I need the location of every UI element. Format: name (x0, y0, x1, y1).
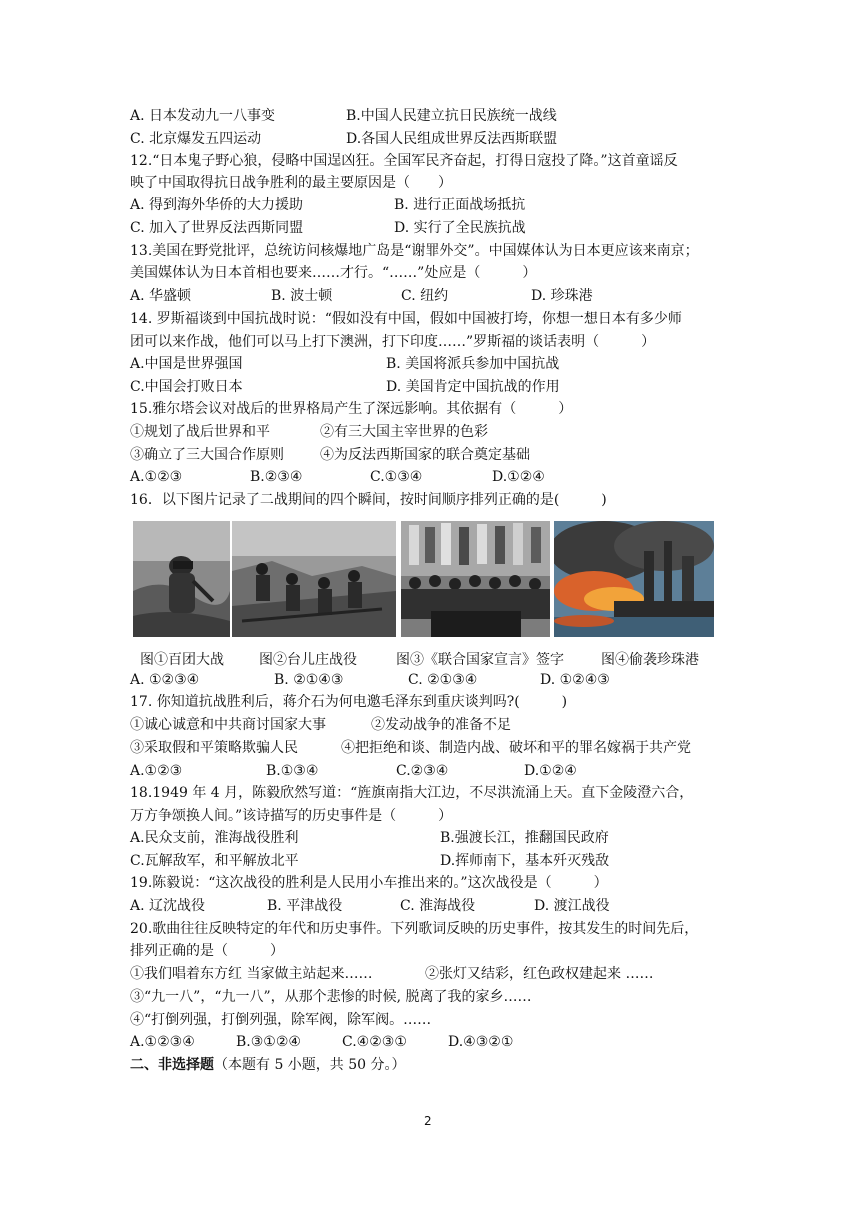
q16-option-b: B. ②①④③ (274, 672, 344, 688)
q14-option-d: D. 美国肯定中国抗战的作用 (386, 379, 560, 395)
q16-option-c: C. ②①③④ (408, 672, 478, 688)
section-heading (130, 1056, 406, 1074)
q17-option-b: B.①③④ (266, 763, 319, 779)
q13-option-b: B. 波士顿 (271, 288, 333, 304)
q18-option-c: C.瓦解敌军，和平解放北平 (130, 853, 299, 869)
q17-item-3: ③采取假和平策略欺骗人民 (130, 740, 298, 756)
q12-option-d: D. 实行了全民族抗战 (394, 220, 526, 236)
q20-option-a: A.①②③④ (130, 1034, 195, 1050)
q17-option-a: A.①②③ (130, 763, 183, 779)
q19-option-b: B. 平津战役 (267, 898, 343, 914)
q16-option-a: A. ①②③④ (130, 672, 200, 688)
q18-option-d: D.挥师南下，基本歼灭残敌 (440, 853, 610, 869)
q12-option-a: A. 得到海外华侨的大力援助 (130, 197, 304, 213)
q20-item-4: ④“打倒列强，打倒列强，除军阀，除军阀。…… (130, 1012, 432, 1028)
caption-photo-3: 图③《联合国家宣言》签字 (396, 652, 564, 668)
q19-option-c: C. 淮海战役 (400, 898, 476, 914)
q13-stem-line2: 美国媒体认为日本首相也要来……才行。“……”处应是（ ） (130, 265, 537, 281)
q13-stem-line1: 13.美国在野党批评，总统访问核爆地广岛是“谢罪外交”。中国媒体认为日本更应该来南京； (130, 243, 699, 259)
q12-stem-line1: 12.“日本鬼子野心狼，侵略中国逞凶狂。全国军民齐奋起，打得日寇投了降。”这首童谣反 (130, 153, 678, 169)
q19-option-d: D. 渡江战役 (534, 898, 610, 914)
q17-item-4: ④把拒绝和谈、制造内战、破坏和平的罪名嫁祸于共产党 (341, 740, 691, 756)
q18-stem-line2: 万方争颂换人间。”该诗描写的历史事件是（ ） (130, 808, 453, 824)
q15-option-d: D.①②④ (492, 469, 545, 485)
q20-item-1: ①我们唱着东方红 当家做主站起来…… (130, 966, 373, 982)
q20-stem-line2: 排列正确的是（ ） (130, 943, 284, 959)
q15-item-3: ③确立了三大国合作原则 (130, 447, 284, 463)
page-number: 2 (424, 1114, 432, 1128)
q20-option-c: C.④②③① (342, 1034, 407, 1050)
q17-item-1: ①诚心诚意和中共商讨国家大事 (130, 717, 326, 733)
q13-option-c: C. 纽约 (401, 288, 449, 304)
q11-option-c: C. 北京爆发五四运动 (130, 131, 262, 147)
caption-photo-2: 图②台儿庄战役 (259, 652, 357, 668)
photo-hundred-regiments (133, 521, 230, 637)
q11-option-a: A. 日本发动九一八事变 (130, 108, 276, 124)
q20-item-2: ②张灯又结彩，红色政权建起来 …… (425, 966, 654, 982)
caption-photo-4: 图④偷袭珍珠港 (601, 652, 699, 668)
q16-option-d: D. ①②④③ (540, 672, 610, 688)
q14-option-c: C.中国会打败日本 (130, 379, 243, 395)
q20-item-3: ③“九一八”，“九一八”，从那个悲惨的时候, 脱离了我的家乡…… (130, 989, 532, 1005)
q17-item-2: ②发动战争的准备不足 (371, 717, 511, 733)
q20-stem-line1: 20.歌曲往往反映特定的年代和历史事件。下列歌词反映的历史事件，按其发生的时间先后， (130, 921, 699, 937)
photo-taierzhuang (232, 521, 396, 637)
q15-option-c: C.①③④ (370, 469, 423, 485)
section-title: 二、非选择题 (130, 1057, 214, 1073)
q15-stem: 15.雅尔塔会议对战后的世界格局产生了深远影响。其依据有（ ） (130, 401, 573, 417)
q15-item-2: ②有三大国主宰世界的色彩 (320, 424, 488, 440)
q11-option-d: D.各国人民组成世界反法西斯联盟 (346, 131, 558, 147)
q18-option-b: B.强渡长江，推翻国民政府 (440, 830, 609, 846)
q14-stem-line1: 14. 罗斯福谈到中国抗战时说：“假如没有中国，假如中国被打垮，你想一想日本有多少师 (130, 311, 682, 327)
q12-option-b: B. 进行正面战场抵抗 (394, 197, 526, 213)
photo-pearl-harbor (554, 521, 714, 637)
q15-item-4: ④为反法西斯国家的联合奠定基础 (320, 447, 530, 463)
q14-option-a: A.中国是世界强国 (130, 356, 243, 372)
q17-stem: 17. 你知道抗战胜利后，蒋介石为何电邀毛泽东到重庆谈判吗?( ) (130, 694, 568, 710)
q17-option-d: D.①②④ (524, 763, 577, 779)
q14-stem-line2: 团可以来作战，他们可以马上打下澳洲，打下印度……”罗斯福的谈话表明（ ） (130, 334, 656, 350)
q19-stem: 19.陈毅说：“这次战役的胜利是人民用小车推出来的。”这次战役是（ ） (130, 875, 608, 891)
q13-option-d: D. 珍珠港 (531, 288, 593, 304)
q18-option-a: A.民众支前，淮海战役胜利 (130, 830, 299, 846)
caption-photo-1: 图①百团大战 (140, 652, 224, 668)
q12-stem-line2: 映了中国取得抗日战争胜利的最主要原因是（ ） (130, 175, 452, 191)
photo-un-declaration (401, 521, 550, 637)
section-note: （本题有 5 小题，共 50 分。） (214, 1057, 406, 1073)
q18-stem-line1: 18.1949 年 4 月，陈毅欣然写道：“旌旗南指大江边，不尽洪流涌上天。直下金陵澄六合， (130, 785, 694, 801)
q20-option-d: D.④③②① (448, 1034, 514, 1050)
q20-option-b: B.③①②④ (236, 1034, 301, 1050)
q12-option-c: C. 加入了世界反法西斯同盟 (130, 220, 304, 236)
q15-option-a: A.①②③ (130, 469, 183, 485)
q15-option-b: B.②③④ (250, 469, 303, 485)
q16-stem: 16．以下图片记录了二战期间的四个瞬间，按时间顺序排列正确的是( ) (130, 492, 607, 508)
q13-option-a: A. 华盛顿 (130, 288, 192, 304)
q14-option-b: B. 美国将派兵参加中国抗战 (386, 356, 560, 372)
q11-option-b: B.中国人民建立抗日民族统一战线 (346, 108, 557, 124)
q15-item-1: ①规划了战后世界和平 (130, 424, 270, 440)
q17-option-c: C.②③④ (396, 763, 449, 779)
q19-option-a: A. 辽沈战役 (130, 898, 206, 914)
